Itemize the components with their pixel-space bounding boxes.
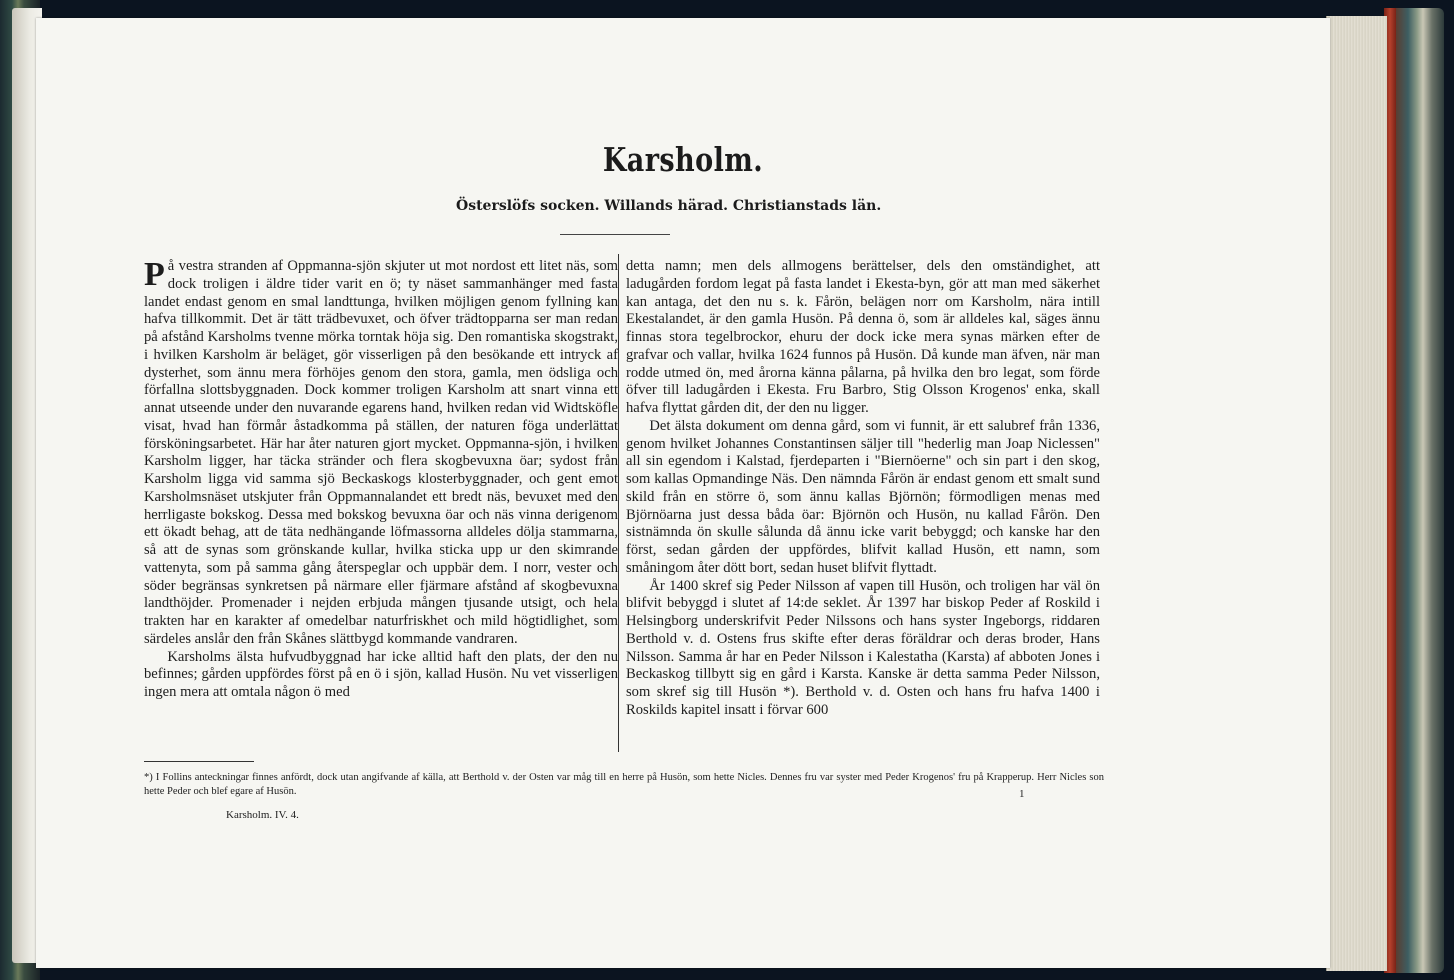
column-divider	[618, 254, 619, 752]
footnote-rule	[144, 761, 254, 762]
text-column-left	[144, 258, 618, 702]
book-page	[36, 18, 1330, 968]
paragraph: Det älsta dokument om denna gård, som vi funnit, är ett salubref från 1336, genom hvilket Johannes Constantinsen säljer till "hederlig man Joap Niclessen" all sin egendom i Kalstad, fjerdeparten i "Biernöerne" och sin part i den skog, som kallas Opmandinge Näs. Den nämnda Fårön är endast genom ett smalt sund skild från en större ö, som ännu kallas Björnön; förmodligen menas med Björnöarna just dessa båda öar: Björnön och Husön, nu kallad Fårön. Den sistnämnda ön skulle sålunda då ännu icke varit bebyggd; och kanske har den först, sedan gården der uppfördes, blifvit kallad Husön, ett namn, som småningom åter dött bort, sedan huset blifvit flyttadt.	[626, 417, 1100, 576]
printer-signature: Karsholm. IV. 4.	[226, 809, 299, 821]
page-title: Karsholm.	[602, 140, 764, 179]
paragraph: detta namn; men dels allmogens berättelser, dels den omständighet, att ladugården fordom legat på fasta landet i Ekesta-byn, gör att man med säkerhet kan antaga, det den nu s. k. Fårön, belägen norr om Karsholm, nära intill Ekestalandet, är den gamla Husön. På denna ö, som är alldeles kal, säges ännu finnas stora tegelbrockor, ehuru der dock icke mera synas märken efter de grafvar och vallar, hvilka 1624 funnos på Husön. Då kunde man äfven, när man rodde utmed ön, med årorna känna pålarna, på hvilka den bro legat, som förde öfver till ladugården i Ekesta. Fru Barbro, Stig Olsson Krogenos' enka, skall hafva flyttat gården dit, der den nu ligger.	[626, 258, 1100, 416]
paragraph: Karsholms älsta hufvudbyggnad har icke alltid haft den plats, der den nu befinnes; gården uppfördes först på en ö i sjön, kallad Husön. Nu vet visserligen ingen mera att omtala någon ö med	[144, 648, 618, 700]
page-number: 1	[1019, 788, 1025, 800]
drop-cap: P	[144, 256, 165, 293]
paragraph-text: å vestra stranden af Oppmanna-sjön skjuter ut mot nordost ett litet näs, som dock troligen i äldre tider varit en ö; ty näset sammanhänger med fasta landet endast genom en smal landttunga, hvilken möjligen genom fyllning kan hafva tillkommit. Det är tätt trädbevuxet, och öfver trädtopparna ser man redan på afstånd Karsholms tvenne mörka torntak höja sig. Den romantiska skogstrakt, i hvilken Karsholm är beläget, gör visserligen på den besökande ett intryck af dysterhet, som ännu mera förhöjes genom den stora, gamla, men ödsliga och förfallna slottsbyggnaden. Dock kommer troligen Karsholm att snart vinna ett annat utseende under den nuvarande egarens hand, hvilken redan vid Widtsköfle visat, hvad han förmår åstadkomma på ställen, der naturen föga underlättat försköningsarbetet. Här har åter naturen gjort mycket. Oppmanna-sjön, i hvilken Karsholm ligger, har täcka stränder och flera skogbevuxna öar; sydost från Karsholm ligga vid samma sjö Beckaskogs klosterbyggnader, och gent emot Karsholmsnäset utskjuter från Oppmannalandet ett bredt näs, bevuxet med den herrligaste bokskog. Dessa med bokskog bevuxna öar och näs vinna derigenom ett ökadt behag, att de täta nedhängande löfmassorna alldeles dölja stammarna, så att de synas som grönskande kullar, hvilka sticka upp ur den skimrande vattenyta, som på samma gång återspeglar och uppbär dem. I norr, vester och söder begränsas synkretsen på närmare eller fjärmare afstånd af skogbevuxna landthöjder. Promenader i nejden erbjuda mången tjusande utsigt, och hela trakten har en karakter af omedelbar naturfriskhet och mild högtidlighet, som särdeles anslår den från Skånes slättbygd kommande vandraren.	[144, 258, 618, 647]
footnote: *) I Follins anteckningar finnes anfördt, dock utan angifvande af källa, att Berthold v. der Osten var måg till en herre på Husön, som hette Nicles. Dennes fru var syster med Peder Krogenos' fru på Krapperup. Herr Nicles son hette Peder och blef egare af Husön.	[144, 772, 1104, 797]
title-rule	[560, 234, 670, 235]
location-subtitle: Österslöfs socken. Willands härad. Christianstads län.	[456, 198, 882, 214]
paragraph: År 1400 skref sig Peder Nilsson af vapen till Husön, och troligen har väl ön blifvit bebyggd i slutet af 14:de seklet. År 1397 har biskop Peder af Roskild i Helsingborg underskrifvit Peder Nilssons och hans syster Ingeborgs, riddaren Berthold v. d. Ostens frus skifte efter deras föräldrar och deras broder, Hans Nilsson. Samma år har en Peder Nilsson i Kalestatha (Karsta) af abboten Jones i Beckaskog tillbytt sig en gård i Karsta. Kanske är detta samma Peder Nilsson, som skref sig till Husön *). Berthold v. d. Osten och hans fru hafva 1400 i Roskilds kapitel insatt i förvar 600	[626, 577, 1100, 718]
paragraph	[144, 258, 618, 649]
text-column-right	[626, 258, 1100, 720]
page-stack-edge	[1326, 16, 1387, 971]
